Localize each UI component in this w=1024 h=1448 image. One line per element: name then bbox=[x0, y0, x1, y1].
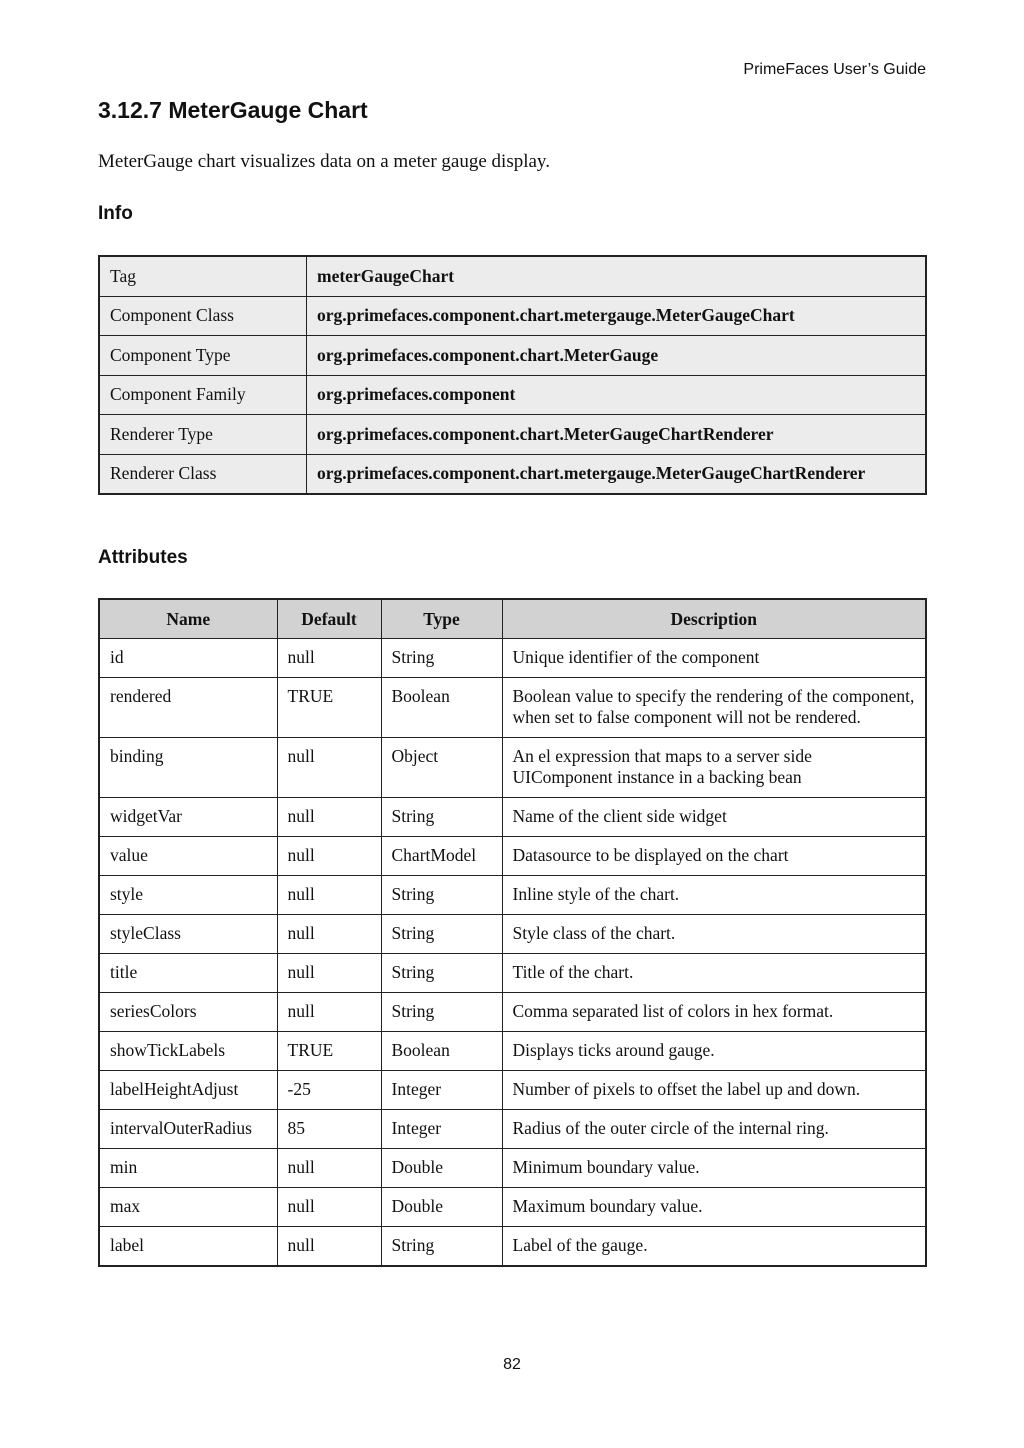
attribute-name-cell: min bbox=[99, 1149, 277, 1188]
column-header-name: Name bbox=[99, 599, 277, 639]
info-row bbox=[99, 454, 926, 494]
intro-paragraph: MeterGauge chart visualizes data on a meter gauge display. bbox=[98, 151, 550, 172]
attribute-row bbox=[99, 1071, 926, 1110]
attributes-table bbox=[98, 598, 927, 1267]
attribute-default-cell: -25 bbox=[277, 1071, 381, 1110]
attribute-row bbox=[99, 1149, 926, 1188]
attributes-table-body bbox=[99, 639, 926, 1267]
attribute-description-cell: Radius of the outer circle of the internal ring. bbox=[502, 1110, 926, 1149]
attribute-type-cell: String bbox=[381, 1227, 502, 1267]
attribute-type-cell: Boolean bbox=[381, 678, 502, 738]
info-row bbox=[99, 256, 926, 296]
info-value-cell: org.primefaces.component.chart.MeterGauge bbox=[307, 336, 927, 376]
attribute-description-cell: Datasource to be displayed on the chart bbox=[502, 837, 926, 876]
attribute-name-cell: showTickLabels bbox=[99, 1032, 277, 1071]
attribute-row bbox=[99, 915, 926, 954]
attribute-description-cell: Inline style of the chart. bbox=[502, 876, 926, 915]
attributes-header-row bbox=[99, 599, 926, 639]
attribute-description-cell: Label of the gauge. bbox=[502, 1227, 926, 1267]
info-key-cell: Renderer Class bbox=[99, 454, 307, 494]
attribute-default-cell: null bbox=[277, 915, 381, 954]
info-row bbox=[99, 415, 926, 455]
info-value-cell: org.primefaces.component.chart.metergauge.MeterGaugeChartRenderer bbox=[307, 454, 927, 494]
section-title: 3.12.7 MeterGauge Chart bbox=[98, 97, 368, 123]
attribute-type-cell: Double bbox=[381, 1188, 502, 1227]
attribute-name-cell: max bbox=[99, 1188, 277, 1227]
attribute-type-cell: String bbox=[381, 993, 502, 1032]
attribute-default-cell: null bbox=[277, 1227, 381, 1267]
info-key-cell: Component Class bbox=[99, 296, 307, 336]
info-value-cell: org.primefaces.component.chart.metergauge.MeterGaugeChart bbox=[307, 296, 927, 336]
attribute-default-cell: null bbox=[277, 1188, 381, 1227]
attribute-description-cell: Comma separated list of colors in hex format. bbox=[502, 993, 926, 1032]
attribute-name-cell: intervalOuterRadius bbox=[99, 1110, 277, 1149]
attribute-default-cell: null bbox=[277, 837, 381, 876]
attribute-name-cell: styleClass bbox=[99, 915, 277, 954]
attribute-default-cell: TRUE bbox=[277, 678, 381, 738]
info-value-cell: meterGaugeChart bbox=[307, 256, 927, 296]
attribute-description-cell: Style class of the chart. bbox=[502, 915, 926, 954]
attribute-row bbox=[99, 1227, 926, 1267]
attribute-name-cell: style bbox=[99, 876, 277, 915]
attribute-default-cell: null bbox=[277, 954, 381, 993]
info-key-cell: Renderer Type bbox=[99, 415, 307, 455]
attribute-name-cell: seriesColors bbox=[99, 993, 277, 1032]
attribute-description-cell: Unique identifier of the component bbox=[502, 639, 926, 678]
attribute-name-cell: label bbox=[99, 1227, 277, 1267]
attribute-type-cell: String bbox=[381, 639, 502, 678]
info-value-cell: org.primefaces.component bbox=[307, 375, 927, 415]
page-number: 82 bbox=[503, 1356, 521, 1373]
attribute-default-cell: 85 bbox=[277, 1110, 381, 1149]
info-key-cell: Tag bbox=[99, 256, 307, 296]
attribute-description-cell: An el expression that maps to a server side UIComponent instance in a backing bean bbox=[502, 738, 926, 798]
attribute-description-cell: Title of the chart. bbox=[502, 954, 926, 993]
attribute-name-cell: value bbox=[99, 837, 277, 876]
attribute-description-cell: Number of pixels to offset the label up and down. bbox=[502, 1071, 926, 1110]
attribute-default-cell: TRUE bbox=[277, 1032, 381, 1071]
column-header-description: Description bbox=[502, 599, 926, 639]
info-key-cell: Component Type bbox=[99, 336, 307, 376]
column-header-type: Type bbox=[381, 599, 502, 639]
running-header: PrimeFaces User’s Guide bbox=[743, 61, 926, 78]
attribute-type-cell: String bbox=[381, 798, 502, 837]
attributes-heading: Attributes bbox=[98, 547, 188, 568]
attribute-row bbox=[99, 837, 926, 876]
attribute-row bbox=[99, 993, 926, 1032]
info-key-cell: Component Family bbox=[99, 375, 307, 415]
attribute-default-cell: null bbox=[277, 876, 381, 915]
attribute-type-cell: Integer bbox=[381, 1071, 502, 1110]
attribute-type-cell: Object bbox=[381, 738, 502, 798]
attribute-name-cell: widgetVar bbox=[99, 798, 277, 837]
info-row bbox=[99, 375, 926, 415]
info-row bbox=[99, 296, 926, 336]
attribute-description-cell: Boolean value to specify the rendering of the component, when set to false component will not be rendered. bbox=[502, 678, 926, 738]
attribute-name-cell: binding bbox=[99, 738, 277, 798]
attribute-default-cell: null bbox=[277, 1149, 381, 1188]
attribute-default-cell: null bbox=[277, 798, 381, 837]
attribute-type-cell: String bbox=[381, 954, 502, 993]
attribute-description-cell: Maximum boundary value. bbox=[502, 1188, 926, 1227]
attribute-description-cell: Displays ticks around gauge. bbox=[502, 1032, 926, 1071]
attribute-type-cell: ChartModel bbox=[381, 837, 502, 876]
attribute-name-cell: id bbox=[99, 639, 277, 678]
attribute-row bbox=[99, 738, 926, 798]
attribute-name-cell: labelHeightAdjust bbox=[99, 1071, 277, 1110]
attribute-row bbox=[99, 1032, 926, 1071]
attribute-row bbox=[99, 1110, 926, 1149]
attribute-row bbox=[99, 954, 926, 993]
attribute-description-cell: Name of the client side widget bbox=[502, 798, 926, 837]
attribute-name-cell: rendered bbox=[99, 678, 277, 738]
attribute-type-cell: String bbox=[381, 915, 502, 954]
info-heading: Info bbox=[98, 203, 133, 224]
attribute-type-cell: Boolean bbox=[381, 1032, 502, 1071]
attribute-type-cell: Integer bbox=[381, 1110, 502, 1149]
attribute-default-cell: null bbox=[277, 738, 381, 798]
info-row bbox=[99, 336, 926, 376]
attribute-name-cell: title bbox=[99, 954, 277, 993]
attribute-row bbox=[99, 1188, 926, 1227]
attribute-row bbox=[99, 639, 926, 678]
info-value-cell: org.primefaces.component.chart.MeterGaugeChartRenderer bbox=[307, 415, 927, 455]
attribute-type-cell: Double bbox=[381, 1149, 502, 1188]
column-header-default: Default bbox=[277, 599, 381, 639]
attribute-type-cell: String bbox=[381, 876, 502, 915]
attribute-row bbox=[99, 678, 926, 738]
info-table-body bbox=[99, 256, 926, 494]
attribute-row bbox=[99, 876, 926, 915]
attribute-row bbox=[99, 798, 926, 837]
attribute-description-cell: Minimum boundary value. bbox=[502, 1149, 926, 1188]
attribute-default-cell: null bbox=[277, 639, 381, 678]
attribute-default-cell: null bbox=[277, 993, 381, 1032]
info-table bbox=[98, 255, 927, 495]
